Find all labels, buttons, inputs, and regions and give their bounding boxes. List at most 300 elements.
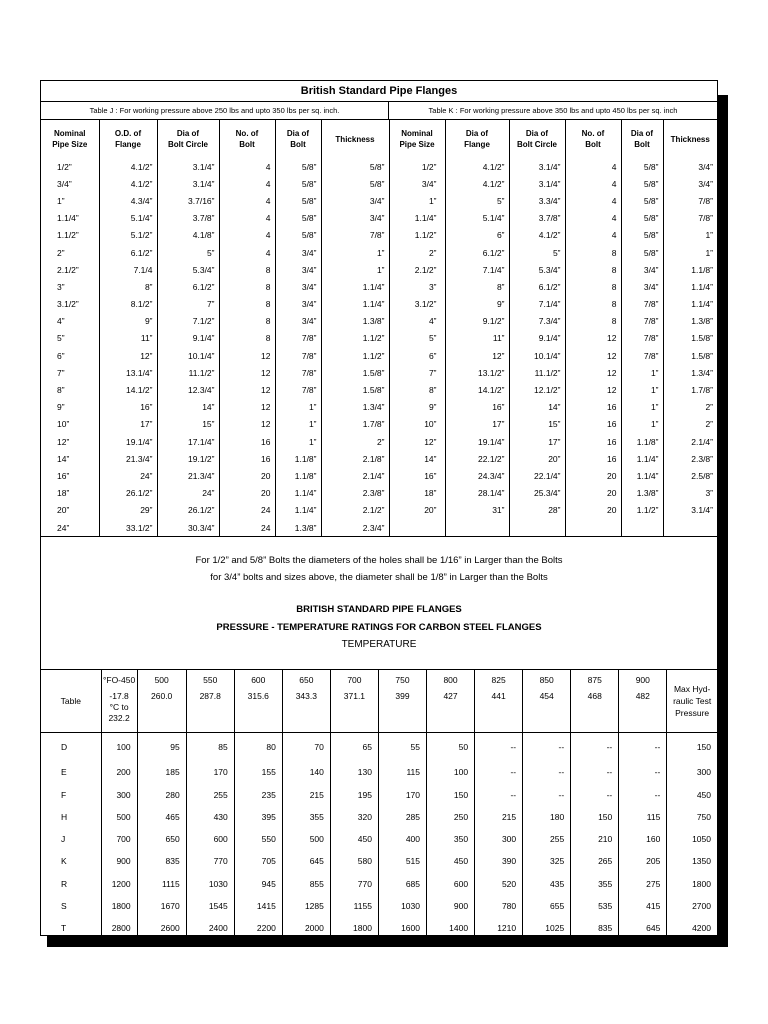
cell-k-2: 3.1/4” — [509, 158, 565, 175]
cell-j-2: 12.3/4” — [157, 381, 219, 398]
cell-k-4: 5/8” — [621, 158, 663, 175]
pt-cell-5: 450 — [330, 828, 378, 850]
cell-k-2: 22.1/4” — [509, 467, 565, 484]
pt-cell-8: 215 — [475, 806, 523, 828]
cell-k-0: 20” — [389, 502, 445, 519]
cell-j-5: 2.1/2” — [321, 502, 389, 519]
cell-k-2: 9.1/4” — [509, 330, 565, 347]
cell-j-0: 12” — [57, 436, 70, 447]
cell-j-5: 2.1/8” — [321, 450, 389, 467]
table-row — [41, 761, 717, 783]
max-hydraulic-header — [667, 670, 717, 733]
header-k-0-line-1: Pipe Size — [399, 140, 435, 149]
header-j-1-line-0: O.D. of — [114, 129, 142, 138]
pt-cell-7: 50 — [427, 733, 475, 762]
table-row — [41, 158, 717, 175]
cell-k-1: 17” — [445, 416, 509, 433]
cell-k-2: 6.1/2” — [509, 278, 565, 295]
pt-cell-9: 435 — [523, 873, 571, 895]
cell-j-2: 3.7/8” — [157, 210, 219, 227]
pt-max-cell: 1800 — [667, 873, 717, 895]
cell-j-5: 1.5/8” — [321, 381, 389, 398]
pt-cell-6: 285 — [378, 806, 426, 828]
cell-j-3: 4 — [219, 227, 275, 244]
temperature-heading: TEMPERATURE — [341, 639, 417, 651]
pt-cell-5: 320 — [330, 806, 378, 828]
cell-j-4: 5/8” — [275, 175, 321, 192]
document-page — [40, 80, 718, 936]
cell-k-3 — [565, 519, 621, 536]
temp-c-0-line-1: °C to — [109, 701, 129, 712]
cell-k-3: 12 — [565, 381, 621, 398]
pt-cell-3: 705 — [234, 850, 282, 872]
cell-k-5: 1.3/4” — [663, 364, 717, 381]
temp-c-2 — [186, 691, 234, 733]
pt-cell-1: 835 — [137, 850, 186, 872]
cell-k-1: 14.1/2” — [445, 381, 509, 398]
cell-k-0: 1” — [389, 192, 445, 209]
header-j-4-line-0: Dia of — [286, 129, 310, 138]
pt-cell-4: 215 — [282, 783, 330, 805]
pt-cell-8: -- — [475, 783, 523, 805]
header-j-2-line-1: Bolt Circle — [167, 140, 208, 149]
notes-section — [41, 536, 717, 669]
pt-cell-6: 515 — [378, 850, 426, 872]
cell-k-3: 4 — [565, 175, 621, 192]
cell-j-3: 8 — [219, 296, 275, 313]
table-row — [41, 192, 717, 209]
cell-k-0: 5” — [389, 330, 445, 347]
table-row — [41, 296, 717, 313]
cell-j-0: 1” — [57, 195, 65, 206]
table-row — [41, 381, 717, 398]
cell-k-4: 1.1/4” — [621, 450, 663, 467]
pt-cell-9: 325 — [523, 850, 571, 872]
cell-j-4: 7/8” — [275, 330, 321, 347]
pt-cell-2: 85 — [186, 733, 234, 762]
cell-j-2: 7.1/2” — [157, 313, 219, 330]
table-row — [41, 485, 717, 502]
temp-c-10-line-0: 468 — [587, 690, 602, 701]
temp-f-6: 750 — [378, 670, 426, 691]
header-k-3-line-1: Bolt — [585, 140, 601, 149]
pt-table-body — [41, 733, 717, 940]
pt-cell-5: 1155 — [330, 895, 378, 917]
temp-f-0: °FO-450 — [101, 670, 137, 691]
cell-j-0: 5” — [57, 333, 65, 344]
pt-cell-1: 650 — [137, 828, 186, 850]
cell-k-5: 2.1/4” — [663, 433, 717, 450]
header-j-0-line-0: Nominal — [53, 129, 86, 138]
temp-f-4: 650 — [282, 670, 330, 691]
pt-cell-7: 450 — [427, 850, 475, 872]
pt-cell-10: 210 — [571, 828, 619, 850]
pt-cell-9: 180 — [523, 806, 571, 828]
cell-k-0: 1.1/2” — [389, 227, 445, 244]
cell-j-2: 7” — [157, 296, 219, 313]
cell-j-4: 1.3/8” — [275, 519, 321, 536]
cell-j-3: 8 — [219, 278, 275, 295]
temp-c-9 — [523, 691, 571, 733]
cell-j-4: 1.1/8” — [275, 467, 321, 484]
cell-k-1: 8” — [445, 278, 509, 295]
cell-k-4: 1” — [621, 399, 663, 416]
cell-j-2: 6.1/2” — [157, 278, 219, 295]
pt-cell-11: 115 — [619, 806, 667, 828]
pt-cell-1: 465 — [137, 806, 186, 828]
cell-j-2: 26.1/2” — [157, 502, 219, 519]
cell-j-4: 3/4” — [275, 278, 321, 295]
cell-j-1: 5.1/4” — [99, 210, 157, 227]
pt-cell-6: 55 — [378, 733, 426, 762]
cell-j-4: 1” — [275, 416, 321, 433]
cell-k-5: 3/4” — [663, 175, 717, 192]
temp-c-0 — [101, 691, 137, 733]
cell-k-5: 1.3/8” — [663, 313, 717, 330]
header-k-4 — [621, 120, 663, 158]
cell-j-2: 17.1/4” — [157, 433, 219, 450]
pt-cell-2: 170 — [186, 761, 234, 783]
cell-j-0: 3.1/2” — [57, 299, 79, 310]
table-row — [41, 313, 717, 330]
cell-k-0: 1.1/4” — [389, 210, 445, 227]
pt-cell-3: 2200 — [234, 917, 282, 939]
cell-j-0: 4” — [57, 316, 65, 327]
cell-k-1: 11” — [445, 330, 509, 347]
pt-cell-8: 520 — [475, 873, 523, 895]
cell-k-1 — [445, 519, 509, 536]
pt-cell-1: 2600 — [137, 917, 186, 939]
pt-max-cell: 1050 — [667, 828, 717, 850]
pt-cell-9: -- — [523, 761, 571, 783]
cell-j-5: 1.5/8” — [321, 364, 389, 381]
cell-k-5: 1.5/8” — [663, 347, 717, 364]
cell-j-5: 3/4” — [321, 192, 389, 209]
cell-j-3: 12 — [219, 399, 275, 416]
pt-cell-4: 645 — [282, 850, 330, 872]
cell-k-1: 5” — [445, 192, 509, 209]
cell-j-2: 5” — [157, 244, 219, 261]
cell-k-5: 1” — [663, 227, 717, 244]
cell-j-0: 16” — [57, 470, 70, 481]
pt-cell-3: 550 — [234, 828, 282, 850]
table-row — [41, 502, 717, 519]
pt-cell-10: 265 — [571, 850, 619, 872]
cell-k-3: 20 — [565, 485, 621, 502]
pt-cell-0: 900 — [101, 850, 137, 872]
cell-k-0: 4” — [389, 313, 445, 330]
cell-j-1: 17” — [99, 416, 157, 433]
header-k-1-line-0: Dia of — [465, 129, 489, 138]
pt-cell-8: -- — [475, 761, 523, 783]
cell-k-3: 4 — [565, 210, 621, 227]
pt-cell-2: 600 — [186, 828, 234, 850]
pt-table-header — [41, 670, 717, 733]
cell-j-5: 5/8” — [321, 158, 389, 175]
cell-k-5: 1.7/8” — [663, 381, 717, 398]
cell-j-0: 3” — [57, 281, 65, 292]
cell-j-5: 5/8” — [321, 175, 389, 192]
cell-j-4: 3/4” — [275, 261, 321, 278]
cell-j-1: 4.3/4” — [99, 192, 157, 209]
table-row — [41, 227, 717, 244]
table-row — [41, 347, 717, 364]
section-heading: BRITISH STANDARD PIPE FLANGES — [296, 604, 462, 616]
cell-k-0: 18” — [389, 485, 445, 502]
cell-k-1: 9.1/2” — [445, 313, 509, 330]
cell-j-3: 20 — [219, 467, 275, 484]
cell-j-4: 3/4” — [275, 296, 321, 313]
temp-c-11-line-0: 482 — [635, 690, 650, 701]
cell-k-5: 1.1/4” — [663, 278, 717, 295]
pt-cell-11: 205 — [619, 850, 667, 872]
pt-cell-10: -- — [571, 761, 619, 783]
temp-c-6-line-0: 399 — [395, 690, 410, 701]
cell-j-5: 3/4” — [321, 210, 389, 227]
cell-k-4: 3/4” — [621, 261, 663, 278]
pt-cell-3: 155 — [234, 761, 282, 783]
pt-cell-6: 1600 — [378, 917, 426, 939]
cell-k-1: 22.1/2” — [445, 450, 509, 467]
table-row — [41, 467, 717, 484]
cell-j-3: 12 — [219, 416, 275, 433]
header-j-1-line-1: Flange — [115, 140, 141, 149]
cell-k-3: 8 — [565, 278, 621, 295]
pt-cell-2: 770 — [186, 850, 234, 872]
cell-k-4: 1” — [621, 416, 663, 433]
pt-cell-3: 235 — [234, 783, 282, 805]
temp-f-3: 600 — [234, 670, 282, 691]
pt-cell-11: -- — [619, 783, 667, 805]
header-k-0 — [389, 120, 445, 158]
cell-j-1: 4.1/2” — [99, 158, 157, 175]
cell-k-5: 3.1/4” — [663, 502, 717, 519]
pt-cell-7: 1400 — [427, 917, 475, 939]
cell-k-5: 3” — [663, 485, 717, 502]
pt-cell-5: 195 — [330, 783, 378, 805]
cell-k-2: 28” — [509, 502, 565, 519]
cell-k-2: 3.7/8” — [509, 210, 565, 227]
cell-j-3: 20 — [219, 485, 275, 502]
cell-k-4: 1.1/2” — [621, 502, 663, 519]
cell-k-5: 2.5/8” — [663, 467, 717, 484]
cell-k-4: 5/8” — [621, 244, 663, 261]
pt-header-row-c — [41, 691, 717, 733]
pt-cell-0: 500 — [101, 806, 137, 828]
header-j-4-line-1: Bolt — [290, 140, 306, 149]
cell-k-1: 9” — [445, 296, 509, 313]
cell-k-3: 20 — [565, 467, 621, 484]
flange-dimensions-table — [41, 120, 717, 536]
header-k-3-line-0: No. of — [581, 129, 605, 138]
pt-cell-9: 1025 — [523, 917, 571, 939]
temp-c-1 — [137, 691, 186, 733]
cell-k-4: 7/8” — [621, 296, 663, 313]
pt-cell-11: -- — [619, 733, 667, 762]
cell-j-5: 1.7/8” — [321, 416, 389, 433]
pt-row-code: H — [61, 811, 68, 822]
pt-cell-2: 1030 — [186, 873, 234, 895]
temp-c-8-line-0: 441 — [491, 690, 506, 701]
cell-j-1: 12” — [99, 347, 157, 364]
cell-k-1: 16” — [445, 399, 509, 416]
table-j-caption: Table J : For working pressure above 250 lbs and upto 350 lbs per sq. inch. — [41, 102, 389, 119]
cell-k-5: 1” — [663, 244, 717, 261]
temp-c-3 — [234, 691, 282, 733]
pt-row-code: K — [61, 856, 67, 867]
header-j-2-line-0: Dia of — [176, 129, 200, 138]
pt-table-label: Table — [41, 670, 101, 733]
cell-j-0: 7” — [57, 367, 65, 378]
table-row — [41, 917, 717, 939]
table-row — [41, 261, 717, 278]
bolt-note-1: For 1/2” and 5/8” Bolts the diameters of the holes shall be 1/16” in Larger than the Bolts — [195, 555, 563, 567]
table-row — [41, 416, 717, 433]
cell-j-5: 2.3/4” — [321, 519, 389, 536]
pt-row-code: D — [61, 742, 68, 753]
cell-j-0: 14” — [57, 453, 70, 464]
cell-k-2: 7.1/4” — [509, 296, 565, 313]
cell-j-3: 16 — [219, 433, 275, 450]
cell-j-1: 14.1/2” — [99, 381, 157, 398]
pt-row-code: R — [61, 878, 68, 889]
cell-k-1: 28.1/4” — [445, 485, 509, 502]
cell-k-0: 1/2” — [389, 158, 445, 175]
cell-k-0: 8” — [389, 381, 445, 398]
pt-cell-10: 835 — [571, 917, 619, 939]
cell-k-2: 5” — [509, 244, 565, 261]
pt-cell-3: 945 — [234, 873, 282, 895]
cell-k-4: 7/8” — [621, 330, 663, 347]
cell-k-4: 5/8” — [621, 210, 663, 227]
header-j-5-line-0: Thickness — [335, 134, 375, 144]
cell-k-5: 1.1/4” — [663, 296, 717, 313]
header-j-5 — [321, 120, 389, 158]
cell-k-5: 3/4” — [663, 158, 717, 175]
pt-cell-3: 80 — [234, 733, 282, 762]
pt-cell-6: 400 — [378, 828, 426, 850]
cell-k-1: 19.1/4” — [445, 433, 509, 450]
cell-j-0: 3/4” — [57, 178, 72, 189]
pt-cell-11: -- — [619, 761, 667, 783]
table-k-caption: Table K : For working pressure above 350 lbs and upto 450 lbs per sq. inch — [428, 106, 678, 115]
cell-j-1: 9” — [99, 313, 157, 330]
pt-row-code: F — [61, 789, 67, 800]
pt-cell-1: 185 — [137, 761, 186, 783]
pt-cell-5: 770 — [330, 873, 378, 895]
pt-cell-2: 430 — [186, 806, 234, 828]
cell-k-4: 5/8” — [621, 175, 663, 192]
pt-cell-5: 130 — [330, 761, 378, 783]
flange-table-body — [41, 158, 717, 536]
cell-k-2: 4.1/2” — [509, 227, 565, 244]
cell-j-4: 3/4” — [275, 313, 321, 330]
temp-f-2: 550 — [186, 670, 234, 691]
cell-k-5: 7/8” — [663, 210, 717, 227]
pt-header-row-f — [41, 670, 717, 691]
header-j-3 — [219, 120, 275, 158]
table-captions — [41, 102, 717, 120]
cell-k-1: 4.1/2” — [445, 158, 509, 175]
header-k-2 — [509, 120, 565, 158]
pt-cell-2: 2400 — [186, 917, 234, 939]
cell-j-5: 2.3/8” — [321, 485, 389, 502]
cell-k-2: 15” — [509, 416, 565, 433]
cell-j-1: 24” — [99, 467, 157, 484]
cell-j-1: 29” — [99, 502, 157, 519]
pt-cell-4: 1285 — [282, 895, 330, 917]
pt-cell-3: 1415 — [234, 895, 282, 917]
table-row — [41, 895, 717, 917]
temp-f-10: 875 — [571, 670, 619, 691]
cell-j-0: 1.1/4” — [57, 213, 79, 224]
temp-c-4 — [282, 691, 330, 733]
cell-j-0: 18” — [57, 488, 70, 499]
table-row — [41, 806, 717, 828]
cell-k-0: 3/4” — [389, 175, 445, 192]
cell-j-3: 8 — [219, 313, 275, 330]
temp-c-1-line-0: 260.0 — [151, 690, 173, 701]
cell-k-0: 10” — [389, 416, 445, 433]
pt-cell-10: 535 — [571, 895, 619, 917]
cell-k-1: 7.1/4” — [445, 261, 509, 278]
pt-max-cell: 150 — [667, 733, 717, 762]
pt-cell-4: 500 — [282, 828, 330, 850]
cell-j-2: 10.1/4” — [157, 347, 219, 364]
cell-k-4: 1.1/4” — [621, 467, 663, 484]
cell-j-4: 3/4” — [275, 244, 321, 261]
cell-k-4: 1” — [621, 364, 663, 381]
pt-cell-6: 115 — [378, 761, 426, 783]
pt-max-cell: 300 — [667, 761, 717, 783]
pt-cell-2: 1545 — [186, 895, 234, 917]
pt-row-code: E — [61, 767, 67, 778]
table-row — [41, 330, 717, 347]
pt-cell-5: 1800 — [330, 917, 378, 939]
cell-j-3: 16 — [219, 450, 275, 467]
pt-max-cell: 2700 — [667, 895, 717, 917]
pt-cell-8: 300 — [475, 828, 523, 850]
header-k-4-line-1: Bolt — [634, 140, 650, 149]
cell-k-0: 9” — [389, 399, 445, 416]
pt-cell-0: 2800 — [101, 917, 137, 939]
temp-c-5 — [330, 691, 378, 733]
cell-j-2: 15” — [157, 416, 219, 433]
temp-c-7 — [427, 691, 475, 733]
cell-j-0: 1/2” — [57, 161, 72, 172]
cell-k-2: 12.1/2” — [509, 381, 565, 398]
temp-c-7-line-0: 427 — [443, 690, 458, 701]
cell-j-1: 11” — [99, 330, 157, 347]
pt-cell-5: 65 — [330, 733, 378, 762]
cell-k-2: 10.1/4” — [509, 347, 565, 364]
pt-max-cell: 4200 — [667, 917, 717, 939]
cell-j-5: 1.1/4” — [321, 278, 389, 295]
cell-k-1: 6.1/2” — [445, 244, 509, 261]
temp-c-0-line-2: 232.2 — [108, 712, 130, 723]
table-row — [41, 450, 717, 467]
cell-j-4: 5/8” — [275, 192, 321, 209]
cell-k-4: 5/8” — [621, 227, 663, 244]
pt-cell-7: 900 — [427, 895, 475, 917]
table-row — [41, 433, 717, 450]
pt-row-code: S — [61, 901, 67, 912]
cell-j-2: 19.1/2” — [157, 450, 219, 467]
temp-c-11 — [619, 691, 667, 733]
pt-cell-3: 395 — [234, 806, 282, 828]
header-j-0 — [41, 120, 99, 158]
header-j-0-line-1: Pipe Size — [52, 140, 88, 149]
